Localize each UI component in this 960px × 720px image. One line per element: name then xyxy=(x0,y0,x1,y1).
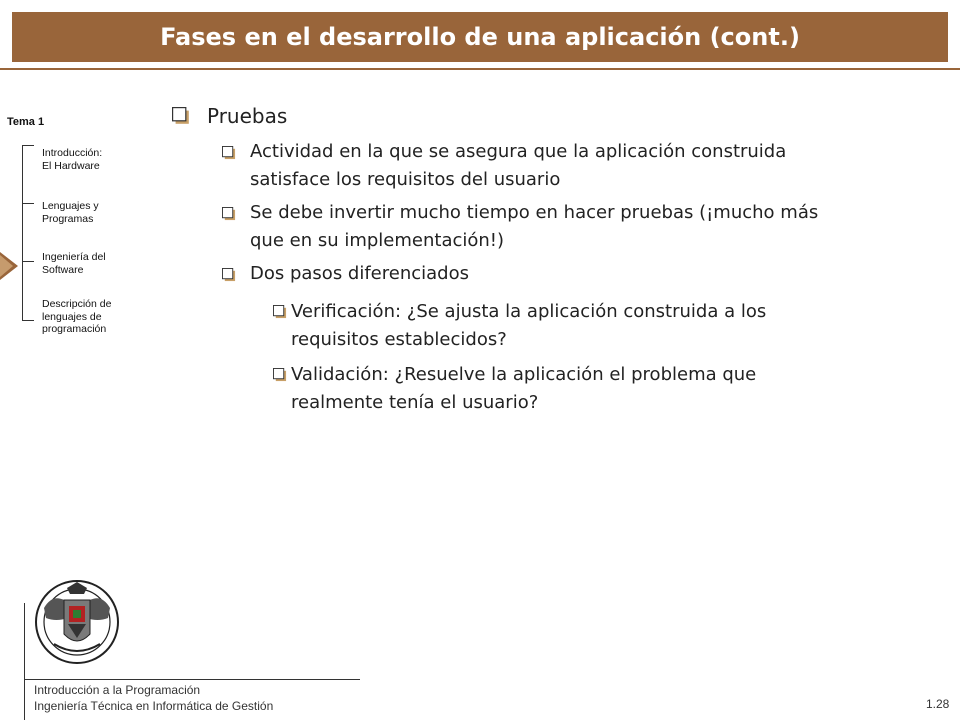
sidebar-item-ingenieria[interactable] xyxy=(42,251,106,276)
checkbox-icon xyxy=(273,305,287,319)
footer-degree: Ingeniería Técnica en Informática de Gestión xyxy=(34,699,274,713)
page-number: 1.28 xyxy=(926,697,950,711)
bullet-text xyxy=(250,138,786,194)
sidebar-item-introduccion[interactable] xyxy=(42,147,102,172)
sidebar-item-label: Ingeniería del xyxy=(42,251,106,263)
sidebar-item-label: Software xyxy=(42,263,84,276)
sidebar-item-label: lenguajes de xyxy=(42,310,102,323)
checkbox-icon xyxy=(172,107,190,125)
bullet-line: requisitos establecidos? xyxy=(291,329,507,350)
bullet-line: satisface los requisitos del usuario xyxy=(250,169,561,190)
footer-course: Introducción a la Programación xyxy=(34,683,201,697)
sidebar-tick xyxy=(22,203,34,204)
bullet-line: Verificación: ¿Se ajusta la aplicación construida a los xyxy=(291,301,767,322)
bullet-text: Dos pasos diferenciados xyxy=(250,263,469,284)
slide-title: Fases en el desarrollo de una aplicación (cont.) xyxy=(160,23,800,51)
sidebar-item-label: Descripción de xyxy=(42,298,112,310)
sidebar-item-label: Introducción: xyxy=(42,147,103,159)
sub-bullet-text xyxy=(291,361,756,417)
bullet-text xyxy=(250,199,818,255)
footer-divider xyxy=(24,679,360,680)
sidebar-tick xyxy=(22,320,34,321)
sidebar-item-label: Lenguajes y xyxy=(42,200,99,212)
bullet-line: realmente tenía el usuario? xyxy=(291,392,539,413)
bullet-line: Actividad en la que se asegura que la aplicación construida xyxy=(250,141,787,162)
sidebar-item-descripcion[interactable] xyxy=(42,298,111,336)
footer-vertical-line xyxy=(24,603,25,720)
sub-bullet-text xyxy=(291,298,766,354)
university-crest-logo xyxy=(34,578,120,666)
sidebar-tick xyxy=(22,261,34,262)
sidebar-tree-line xyxy=(22,145,23,321)
sidebar-item-lenguajes[interactable] xyxy=(42,200,99,225)
sidebar-tick xyxy=(22,145,34,146)
checkbox-icon xyxy=(222,146,236,160)
sidebar-tema-label: Tema 1 xyxy=(7,116,45,128)
bullet-line: que en su implementación!) xyxy=(250,230,505,251)
checkbox-icon xyxy=(222,268,236,282)
section-heading: Pruebas xyxy=(207,104,288,128)
sidebar-item-label: El Hardware xyxy=(42,159,100,172)
bullet-line: Validación: ¿Resuelve la aplicación el problema que xyxy=(291,364,757,385)
checkbox-icon xyxy=(273,368,287,382)
bullet-line: Se debe invertir mucho tiempo en hacer pruebas (¡mucho más xyxy=(250,202,819,223)
sidebar-item-label: Programas xyxy=(42,212,94,225)
current-section-arrow-fill xyxy=(0,255,13,277)
title-underline xyxy=(0,68,960,70)
checkbox-icon xyxy=(222,207,236,221)
sidebar-item-label: programación xyxy=(42,323,107,335)
